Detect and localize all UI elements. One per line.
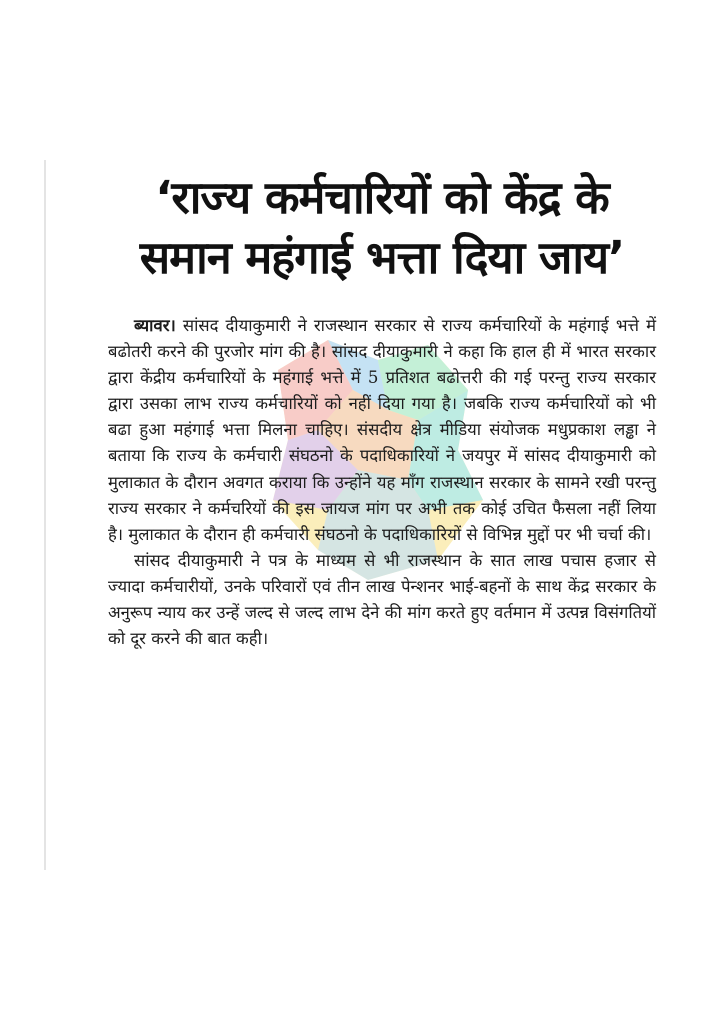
- paragraph-2: सांसद दीयाकुमारी ने पत्र के माध्यम से भी राजस्थान के सात लाख पचास हजार से ज्यादा कर्मचारीयों, उनके परिवारों एवं तीन लाख पेन्शनर भाई-बहनों के साथ केंद्र सरकार के अनुरूप न्याय कर उन्हें जल्द से जल्द लाभ देने की मांग करते हुए वर्तमान में उत्पन्न विसंगतियों को दूर करने की बात कही।: [108, 550, 656, 649]
- paragraph-1-text: सांसद दीयाकुमारी ने राजस्थान सरकार से राज्य कर्मचारियों के महंगाई भत्ते में बढोतरी करने की पुरजोर मांग की है। सांसद दीयाकुमारी ने कहा कि हाल ही में भारत सरकार द्वारा केंद्रीय कर्मचारियों के महंगाई भत्ते में 5 प्रतिशत बढोत्तरी की गई परन्तु राज्य सरकार द्वारा उसका लाभ राज्य कर्मचारियों को नहीं दिया गया है। जबकि राज्य कर्मचारियों को भी बढा हुआ महंगाई भत्ता मिलना चाहिए। संसदीय क्षेत्र मीडिया संयोजक मधुप्रकाश लड्ढा ने बताया कि राज्य के कर्मचारी संघठनो के पदाधिकारियों ने जयपुर में सांसद दीयाकुमारी को मुलाकात के दौरान अवगत कराया कि उन्होंने यह माँग राजस्थान सरकार के सामने रखी परन्तु राज्य सरकार ने कर्मचरियों की इस जायज मांग पर अभी तक कोई उचित फैसला नहीं लिया है। मुलाकात के दौरान ही कर्मचारी संघठनो के पदाधिकारियों से विभिन्न मुद्दों पर भी चर्चा की।: [108, 316, 656, 544]
- paragraph-1: [108, 312, 656, 548]
- page-edge: [44, 160, 46, 870]
- article-body: [108, 312, 656, 652]
- dateline: ब्यावर।: [134, 315, 176, 335]
- headline: ‘राज्य कर्मचारियों को केंद्र के समान महंगाई भत्ता दिया जाय’: [139, 171, 625, 284]
- news-clipping: [108, 168, 656, 652]
